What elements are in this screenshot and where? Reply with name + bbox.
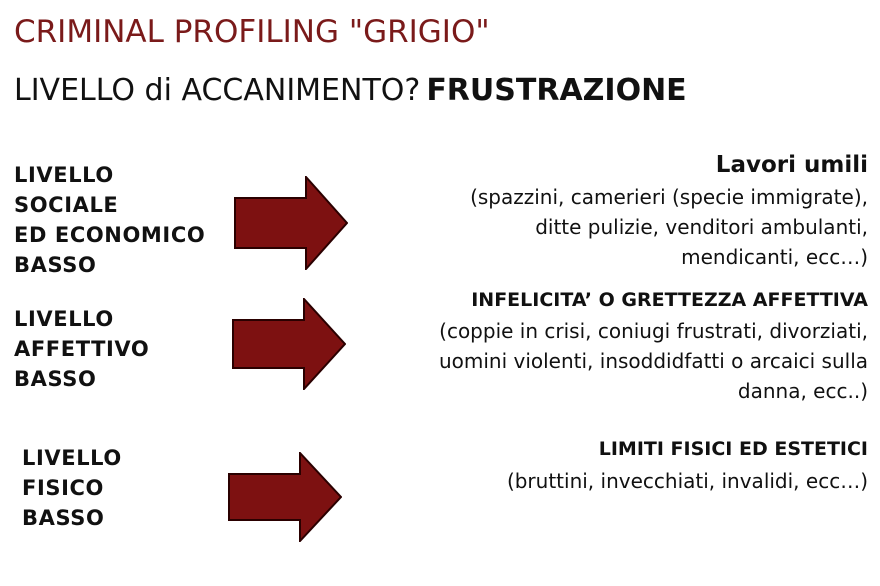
row-3-label-line: FISICO	[22, 476, 104, 500]
row-2-description	[439, 286, 868, 406]
arrow-right-icon	[228, 452, 342, 542]
row-3-detail-line: (bruttini, invecchiati, invalidi, ecc…)	[506, 469, 868, 493]
arrow-shape	[233, 299, 345, 389]
row-1-label-line: ED ECONOMICO	[14, 223, 206, 247]
row-2-detail-line: uomini violenti, insoddidfatti o arcaici sulla	[438, 349, 868, 373]
arrow-right-icon	[234, 176, 348, 270]
row-1-detail-line: mendicanti, ecc…)	[681, 245, 868, 269]
row-2-detail-line: danna, ecc..)	[737, 379, 868, 403]
row-2-label-line: LIVELLO	[14, 307, 114, 331]
page-title: CRIMINAL PROFILING "GRIGIO"	[14, 14, 490, 50]
row-1-heading: Lavori umili	[715, 152, 868, 178]
row-1-label-line: SOCIALE	[14, 193, 119, 217]
row-3-heading: LIMITI FISICI ED ESTETICI	[598, 438, 868, 460]
row-2-label-line: AFFETTIVO	[14, 337, 150, 361]
row-1-description	[470, 150, 868, 272]
row-2-heading: INFELICITA’ O GRETTEZZA AFFETTIVA	[471, 289, 868, 311]
arrow-shape	[235, 177, 347, 269]
row-3-label-line: BASSO	[22, 506, 105, 530]
subtitle	[14, 73, 687, 108]
subtitle-answer: FRUSTRAZIONE	[426, 73, 687, 108]
row-1-detail-line: ditte pulizie, venditori ambulanti,	[535, 215, 868, 239]
row-3-label-line: LIVELLO	[22, 446, 122, 470]
row-2-label	[14, 304, 149, 394]
row-1-detail-line: (spazzini, camerieri (specie immigrate),	[470, 185, 868, 209]
row-1-label-line: LIVELLO	[14, 163, 114, 187]
row-1-label-line: BASSO	[14, 253, 97, 277]
row-1-label	[14, 160, 205, 280]
row-3-label	[22, 443, 122, 533]
arrow-shape	[229, 453, 341, 541]
row-2-detail-line: (coppie in crisi, coniugi frustrati, divorziati,	[439, 319, 868, 343]
subtitle-question: LIVELLO di ACCANIMENTO?	[14, 73, 421, 108]
arrow-right-icon	[232, 298, 346, 390]
row-3-description	[507, 434, 868, 496]
row-2-label-line: BASSO	[14, 367, 97, 391]
